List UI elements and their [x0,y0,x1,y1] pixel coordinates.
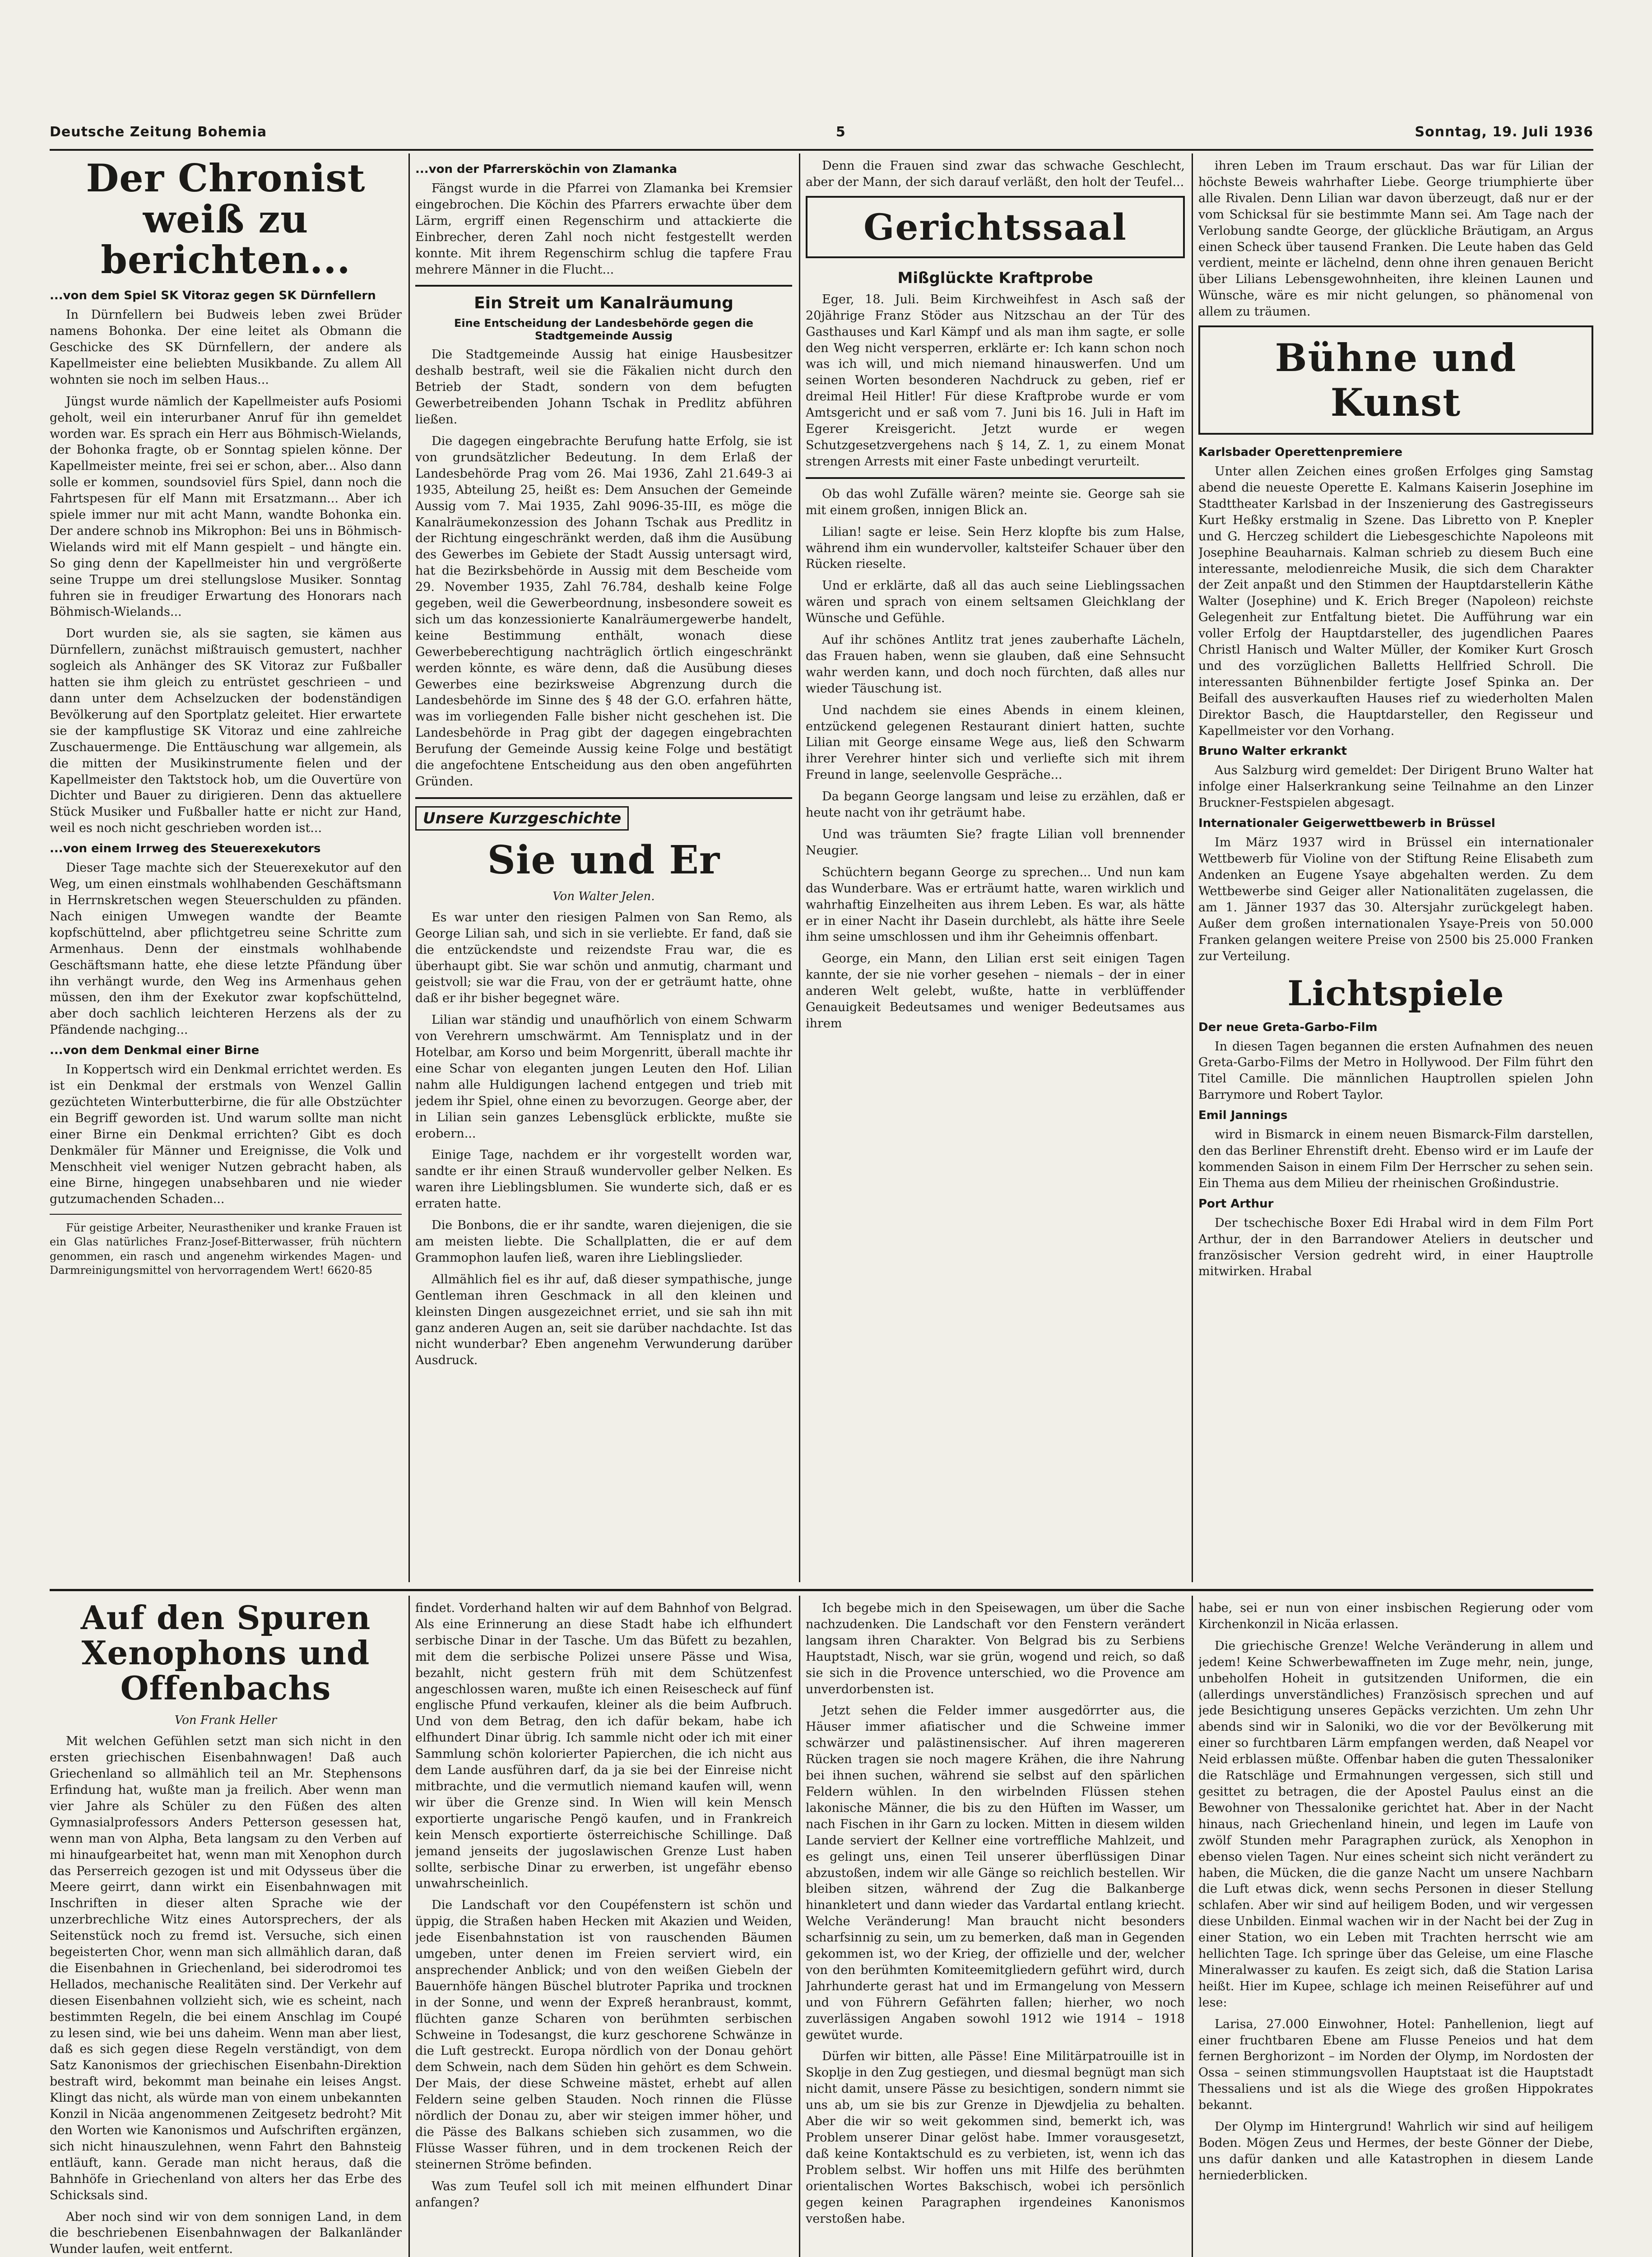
chronist-subhead: ...von dem Spiel SK Vitoraz gegen SK Dürnfellern [50,289,376,303]
paragraph: In Dürnfellern bei Budweis leben zwei Brüder namens Bohonka. Der eine leitet als Obmann die Geschicke des SK Dürnfellern, der andere als Kapellmeister eine beliebten Musikbande. Zu allem All wohnten sie noch im selben Haus... [50,308,402,387]
story-byline: Von Walter Jelen. [552,889,655,903]
paragraph: Und er erklärte, daß all das auch seine Lieblingssachen wären und sprach von einem seltsamen Gleichklang der Wünsche und Gefühle. [806,579,1185,626]
chronist-column [50,158,402,1580]
paragraph: Jetzt sehen die Felder immer ausgedörrter aus, die Häuser immer afiatischer und die Schweine immer schwärzer und palästinensischer. Auf ihren magereren Rücken tragen sie noch magere Krähen, die ihre Nahrung bei ihnen suchen, während sie selbst auf den spärlichen Feldern wühlen. In den wirbelnden Flüssen stehen lakonische Männer, die bis zu den Hüften im Wasser, um nach Fischen in ihr Garn zu locken. Mitten in diesem wilden Lande serviert der Kellner eine vortreffliche Mahlzeit, und es gelingt uns, einen Teil unserer überflüssigen Dinar abzustoßen, indem wir alle Gänge so reichlich bestellen. Wir bleiben sitzen, während der Zug die Balkanberge hinankletert und dann wieder das Vardartal entlang kriecht. Welche Veränderung! Man braucht nicht besonders scharfsinnig zu sein, um zu bemerken, daß man in Gegenden gekommen ist, wo der Krieg, der offizielle und der, welcher von den berühmten Komiteemitgliedern geführt wird, durch Jahrhunderte gerast hat und im Ermangelung von Messern und von Führern Gefährten fallen; hierher, wo noch zuverlässigen Angaben sowohl 1912 wie 1914 – 1918 gewütet wurde. [806,1704,1185,2042]
paragraph: Aber noch sind wir von dem sonnigen Land, in dem die beschriebenen Eisenbahnwagen der Balkanländer Wunder laufen, weit entfernt. [50,2210,402,2257]
xenophon-column-1 [50,1600,402,2257]
column-rule [799,153,800,1582]
kanal-headline: Ein Streit um Kanalräumung [474,294,733,313]
kanal-subhead: Eine Entscheidung der Landesbehörde gegen die Stadtgemeinde Aussig [454,317,753,343]
paragraph: In Koppertsch wird ein Denkmal errichtet werden. Es ist ein Denkmal der erstmals von Wenzel Gallin gezüchteten Winterbutterbirne, die für alle Obstzüchter ein Begriff geworden ist. Und warum sollte man nicht einer Birne ein Denkmal errichten? Gibt es doch Denkmäler für Männer und Ereignisse, die Volk und Menschheit viel weniger Nutzen gebracht haben, als eine Birne, hingegen unabsehbaren und nie wieder gutzumachenden Schaden... [50,1063,402,1207]
xenophon-title: Auf den Spuren Xenophons und Offenbachs [80,1600,371,1707]
issue-date: Sonntag, 19. Juli 1936 [1415,124,1593,140]
column-rule [408,153,410,1582]
section-rule [415,285,792,287]
buehne-subhead: Der neue Greta-Garbo-Film [1198,1020,1378,1034]
paragraph: Larisa, 27.000 Einwohner, Hotel: Panhellenion, liegt auf einer fruchtbaren Ebene am Flusse Peneios und hat dem fernen Berghorizont – im Norden der Olymp, im Nordosten der Ossa – seinen stimmungsvollen Hauptstaat ist die Hauptstadt Thessaliens und ist als die Wiege des großen Hippokrates bekannt. [1198,2017,1593,2113]
buehne-subhead: Bruno Walter erkrankt [1198,744,1347,758]
column-rule [408,1596,410,2257]
chronist-subhead: ...von dem Denkmal einer Birne [50,1044,260,1058]
divider [50,1214,402,1215]
paragraph: Dieser Tage machte sich der Steuerexekutor auf den Weg, um einen einstmals wohlhabenden Geschäftsmann in Herrnskretschen wegen Steuerschulden zu pfänden. Nach einigen Umwegen wandte der Beamte kopfschüttelnd, aber pflichtgetreu seine Schritte zum Armenhaus. Denn der einstmals wohlhabende Geschäftsmann hatte, ehe diese letzte Pfändung über ihn verhängt wurde, den Weg ins Armenhaus gehen müssen, den ihm der Exekutor zwar kopfschüttelnd, aber doch sachlich leichteren Herzens als der zu Pfändende nachging... [50,861,402,1037]
paragraph: Es war unter den riesigen Palmen von San Remo, als George Lilian sah, und sich in sie verliebte. Er fand, daß sie die entzückendste und reizendste Frau war, die es überhaupt gibt. Sie war schön und anmutig, charmant und geistvoll; sie war die Frau, von der er geträumt hatte, ohne daß er ihr bisher begegnet wäre. [415,910,792,1006]
column-rule [799,1596,800,2257]
paragraph: Ich begebe mich in den Speisewagen, um über die Sache nachzudenken. Die Landschaft vor den Fenstern verändert langsam ihren Charakter. Von Belgrad bis zu Serbiens Hauptstadt, Nisch, war sie grün, wogend und reich, so daß sie sich in die Provence unterschied, wo die Provence am unverdorbensten ist. [806,1601,1185,1696]
paragraph: Dort wurden sie, als sie sagten, sie kämen aus Dürnfellern, zunächst mißtrauisch gemustert, nachher sogleich als Anhänger des SK Vitoraz zur Fußballer hatten sie ihm gleich zu entrüstet geschrieen – und dann unter dem Achselzucken der bodenständigen Bevölkerung auf den Sportplatz geleitet. Hier erwartete sie der kampflustige SK Vitoraz und eine zahlreiche Zuschauermenge. Die Enttäuschung war allgemein, als die mitten der Musikinstrumente fielen und der Kapellmeister den Taktstock hob, um die Ouvertüre von Dichter und Bauer zu dirigieren. Denn das aktuellere Stück Musiker und Fußballer hatte er nicht zur Hand, weil es noch nicht geschrieben worden ist... [50,627,402,836]
buehne-subhead: Karlsbader Operettenpremiere [1198,446,1403,460]
paragraph: Auf ihr schönes Antlitz trat jenes zauberhafte Lächeln, das Frauen haben, wenn sie glauben, daß eine Sehnsucht wahr werden kann, und doch noch fürchten, daß alles nur wieder Täuschung ist. [806,633,1185,696]
column-two [415,158,792,1580]
film-title: Lichtspiele [1287,973,1504,1014]
buehne-subhead: Internationaler Geigerwettbewerb in Brüssel [1198,817,1495,831]
column-three [806,158,1185,1580]
paragraph: findet. Vorderhand halten wir auf dem Bahnhof von Belgrad. Als eine Erinnerung an diese Stadt habe ich elfhundert serbische Dinar in der Tasche. Um das Büfett zu bezahlen, mit dem die serbische Polizei unsere Pässe und Wisa, bezahlt, nicht gestern früh mit dem Schützenfest angeschlossen waren, mußte ich einen Reisescheck auf fünf englische Pfund verkaufen, kleiner als die beim Aufbruch. Und von dem Betrag, den ich dafür bekam, habe ich elfhundert Dinar übrig. Ich sammle nicht oder ich mit einer Sammlung schön kolorierter Papierchen, die ich nicht aus dem Lande ausführen darf, da ja sie bei der Einreise nicht mitbrachte, und die vermutlich niemand kaufen will, wenn wir über die Grenze sind. In Wien will kein Mensch exportierte ungarische Pengö kaufen, und in Frankreich kein Mensch exportierte österreichische Schillinge. Daß jemand jenseits der jugoslawischen Grenze Lust haben sollte, serbische Dinar zu erwerben, ist ungefähr ebenso unwahrscheinlich. [415,1601,792,1891]
paragraph: Eger, 18. Juli. Beim Kirchweihfest in Asch saß der 20jährige Franz Stöder aus Nitzschau an der Tür des Gasthauses und Karl Kämpf und als man ihm sagte, er solle den Weg nicht versperren, erklärte er: Ich kann schon noch was ich will, und mich niemand hinauswerfen. Und um seinen Worten besonderen Nachdruck zu geben, rief er dreimal Heil Hitler! Für diese Kraftprobe wurde er vom Amtsgericht und er saß vom 7. Juni bis 16. Juli in Haft im Egerer Kreisgericht. Jetzt wurde er wegen Schutzgesetzvergehens nach § 14, Z. 1, zu einem Monat strengen Arrests mit einer Faste unbedingt verurteilt. [806,292,1185,469]
paragraph: Mit welchen Gefühlen setzt man sich nicht in den ersten griechischen Eisenbahnwagen! Daß auch Griechenland so allmählich teil an Mr. Stephensons Erfindung hat, wußte man ja freilich. Aber wenn man vier Jahre als Schüler zu den Füßen des alten Gymnasialprofessors Anders Petterson gesessen hat, wenn man von Alpha, Beta langsam zu den Verben auf mi hinaufgearbeitet hat, wenn man mit Xenophon durch das Perserreich gezogen ist und mit Odysseus über die Meere geirrt, dann wirkt ein Eisenbahnwagen mit Inschriften in dieser alten Sprache wie der unzerbrechliche Witz eines Autorsprechers, der als Seitenstück noch zu fremd ist. Versuche, sich einen begeisterten Chor, wenn man sich allmählich daran, daß die Eisenbahnen in Griechenland, bei siderodromoi tes Hellados, mechanische Realitäten sind. Der Verkehr auf diesen Eisenbahnen vollzieht sich, wie es scheint, nach bestimmten Regeln, die bei einem Anschlag im Coupé zu lesen sind, wie bei uns daheim. Wenn man aber liest, daß es sich gegen diese Regeln verständigt, von dem Satz Kanonismos der griechischen Eisenbahn-Direktion bestraft wird, bekommt man beinahe ein leises Angst. Klingt das nicht, als würde man von einem unbekannten Konzil in Nicäa angenommenen Zeitgesetz bedroht? Mit den Worten wie Kanonismos und Aufschriften ergänzen, sich nicht hinauszulehnen, wenn Fahrt den Bahnsteig entläuft, kann. Gerade man nicht heraus, daß die Bahnhöfe in Griechenland von alters her das Erbe des Schicksals sind. [50,1734,402,2202]
xenophon-column-4 [1198,1600,1593,2257]
paragraph: Allmählich fiel es ihr auf, daß dieser sympathische, junge Gentleman ihren Geschmack in all den kleinen und kleinsten Dingen ausgezeichnet erriet, und sie sah ihn mit ganz anderen Augen an, seit sie darüber nachdachte. Ist das nicht wunderbar? Eben angenehm Verwunderung darüber Ausdruck. [415,1272,792,1368]
paragraph: Einige Tage, nachdem er ihr vorgestellt worden war, sandte er ihr einen Strauß wundervoller gelber Nelken. Es waren ihre Lieblingsblumen. Sie wunderte sich, daß er es erraten hatte. [415,1148,792,1211]
section-divider [50,1589,1593,1591]
paragraph: Der Olymp im Hintergrund! Wahrlich wir sind auf heiligem Boden. Mögen Zeus und Hermes, der beste Gönner der Diebe, uns dafür danken und alle Katastrophen in diesem Lande herniederblicken. [1198,2120,1593,2183]
paragraph: wird in Bismarck in einem neuen Bismarck-Film darstellen, den das Berliner Ehrenstift dreht. Ebenso wird er im Laufe der kommenden Saison in einem Film Der Herrscher zu sehen sein. Ein Thema aus dem Milieu der rheinischen Großindustrie. [1198,1128,1593,1190]
section-rule [806,477,1185,479]
paragraph: Dürfen wir bitten, alle Pässe! Eine Militärpatrouille ist in Skoplje in den Zug gestiegen, und diesmal begnügt man sich nicht damit, unsere Pässe zu besichtigen, sondern nimmt sie uns ab, um sie bis zur Grenze in Djewdjelia zu behalten. Aber die wir so weit gekommen sind, bemerkt ich, was Problem unserer Dinar gelöst habe. Immer vorausgesetzt, daß keine Kontaktschuld es zu verbieten, ist, wenn ich das Problem selbst. Wir hoffen uns mit Hilfe des berühmten orientalischen Wortes Bakschisch, wobei ich persönlich gegen keinen Paragraphen irgendeines Kanonismos verstoßen habe. [806,2049,1185,2226]
paragraph: Im März 1937 wird in Brüssel ein internationaler Wettbewerb für Violine von der Stiftung Reine Elisabeth zum Andenken an Eugene Ysaye abgehalten werden. Zu dem Wettbewerbe sind Geiger aller Nationalitäten zugelassen, die am 1. Jänner 1937 das 30. Altersjahr zurückgelegt haben. Außer dem großen internationalen Ysaye-Preis von 50.000 Franken gelangen weitere Preise von 2500 bis 25.000 Franken zur Verteilung. [1198,836,1593,963]
paragraph: Fängst wurde in die Pfarrei von Zlamanka bei Kremsier eingebrochen. Die Köchin des Pfarrers erwachte über dem Lärm, ergriff einen Regenschirm und attackierte die Einbrecher, deren Zahl noch nicht festgestellt werden konnte. Mit ihrem Regenschirm schlug die tapfere Frau mehrere Männer in die Flucht... [415,181,792,277]
paragraph: Unter allen Zeichen eines großen Erfolges ging Samstag abend die neueste Operette E. Kalmans Kaiserin Josephine im Stadttheater Karlsbad in der Inszenierung des Gastregisseurs Kurt Heßky erstmalig in Szene. Das Libretto von P. Knepler und G. Herczeg schildert die Liebesgeschichte Napoleons mit Josephine Beauharnais. Kalman schrieb zu diesem Buch eine interessante, melodienreiche Musik, die sich dem Charakter der Zeit anpaßt und den Stimmen der Hauptdarstellerin Käthe Walter (Josephine) und K. Erich Breger (Napoleon) reichste Gelegenheit zur Entfaltung bietet. Die Aufführung war ein voller Erfolg der Hauptdarsteller, des jugendlichen Paares Christl Hanisch und Walter Müller, der Komiker Kurt Grosch und des vorzüglichen Balletts Hellfried Schroll. Die interessanten Bühnenbilder fertigte Josef Spinka an. Der Beifall des ausverkauften Hauses rief zu wiederholten Malen Direktor Basch, die Hauptdarsteller, den Regisseur und Kapellmeister vor den Vorhang. [1198,464,1593,738]
story-kicker: Unsere Kurzgeschichte [415,806,629,831]
paragraph: Denn die Frauen sind zwar das schwache Geschlecht, aber der Mann, der sich darauf verläßt, den holt der Teufel... [806,159,1185,189]
paragraph: habe, sei er nun von einer insbischen Regierung oder vom Kirchenkonzil in Nicäa erlassen. [1198,1601,1593,1631]
masthead-left: Deutsche Zeitung Bohemia [50,124,267,140]
column-rule [1192,1596,1193,2257]
paragraph: Lilian war ständig und unaufhörlich von einem Schwarm von Verehrern umschwärmt. Am Tennisplatz und in der Hotelbar, am Korso und beim Morgenritt, überall machte ihr eine Schar von eleganten jungen Leuten den Hof. Lilian nahm alle Huldigungen lachend entgegen und trieb mit jedem ihr Spiel, ohne einen zu bevorzugen. George aber, der in Lilian sein ganzes Lebensglück erblickte, mußte sie erobern... [415,1013,792,1141]
column-rule [1192,153,1193,1582]
buehne-subhead: Port Arthur [1198,1197,1274,1211]
paragraph: Und was träumten Sie? fragte Lilian voll brennender Neugier. [806,827,1185,858]
paragraph: Schüchtern begann George zu sprechen... Und nun kam das Wunderbare. Was er erträumt hatte, waren wirklich und wahrhaftig Einzelheiten aus ihrem Leben. Es war, als hätte er in einer Nacht ihr Dasein durchlebt, als hätte ihre Seele ihm seine umschlossen und ihm ihr Geheimnis offenbart. [806,865,1185,944]
paragraph: Aus Salzburg wird gemeldet: Der Dirigent Bruno Walter hat infolge einer Halserkrankung seine Teilnahme an den Linzer Bruckner-Festspielen abgesagt. [1198,763,1593,810]
chronist-subhead: ...von der Pfarrersköchin von Zlamanka [415,163,678,176]
paragraph: Was zum Teufel soll ich mit meinen elfhundert Dinar anfangen? [415,2179,792,2210]
paragraph: Die dagegen eingebrachte Berufung hatte Erfolg, sie ist von grundsätzlicher Bedeutung. In dem Erlaß der Landesbehörde Prag vom 26. Mai 1936, Zahl 21.649-3 ai 1935, Abteilung 25, heißt es: Dem Ansuchen der Gemeinde Aussig vom 7. Mai 1935, Zahl 9096-35-III, es möge die Kanalräumekonzession des Johann Tschak aus Predlitz in der Richtung eingeschränkt werden, daß ihm die Ausübung des Gewerbes im Gebiete der Stadt Aussig untersagt wird, hat die Bezirksbehörde in Aussig mit dem Bescheide vom 29. November 1935, Zahl 76.784, deshalb keine Folge gegeben, weil die Gewerbeordnung, insbesondere soweit es sich um das konzessionierte Kanalräumergewerbe handelt, keine Bestimmung enthält, wonach diese Gewerbeberechtigung nachträglich örtlich eingeschränkt werden könnte, es wäre denn, daß die Ausübung dieses Gewerbes eine bezirksweise Abgrenzung durch die Landesbehörde im Sinne des § 48 der G.O. erfahren hätte, was im vorliegenden Falle bisher nicht geschehen ist. Die Landesbehörde in Prag gibt der dagegen eingebrachten Berufung der Gemeinde Aussig keine Folge und bestätigt die angefochtene Entscheidung aus den oben angeführten Gründen. [415,434,792,789]
paragraph: Lilian! sagte er leise. Sein Herz klopfte bis zum Halse, während ihm ein wundervoller, kaltsteifer Schauer über den Rücken rieselte. [806,525,1185,571]
paragraph: Die griechische Grenze! Welche Veränderung in allem und jedem! Keine Schwerbewaffneten im Zuge mehr, nein, junge, unbeholfen Hoheit in gutsitzenden Uniformen, die ein (allerdings unverständliches) Französisch sprechen und auf jede Besichtigung unseres Gepäcks verzichten. Um zehn Uhr abends sind wir in Saloniki, wo die vor der Bevölkerung mit einer so furchtbaren Lärm empfangen werden, daß Neapel vor Neid erblassen müßte. Offenbar haben die guten Thessaloniker die Ratschläge und Ermahnungen vergessen, sich still und gesittet zu betragen, die der Apostel Paulus einst an die Bewohner von Thessalonike gerichtet hat. Aber in der Nacht hinaus, nach Griechenland hinein, und legen im Laufe von zwölf Stunden mehr Paragraphen zurück, als Xenophon in ebenso vielen Tagen. Nur eines scheint sich nicht verändert zu haben, die Mücken, die die ganze Nacht um unsere Nachbarn die Luft etwas dick, wenn sechs Personen in dieser Stellung schlafen. Aber wir sind auf heiligem Boden, und wir vergessen diese Unbilden. Einmal wachen wir in der Nacht bei der Zug in einer Station, wo ein Leben mit Trachten herrscht wie am hellichten Tage. Ich springe über das Geleise, um eine Flasche Mineralwasser zu kaufen. Es zeigt sich, daß die Station Larisa heißt. Hier im Kupee, schlage ich meinen Reiseführer auf und lese: [1198,1639,1593,2010]
paragraph: Und nachdem sie eines Abends in einem kleinen, entzückend gelegenen Restaurant diniert hatten, suchte Lilian mit George einsame Wege aus, ließ den Schwarm ihrer Verehrer hinter sich und verliefte sich mit ihrem Freund in lange, seelenvolle Gespräche... [806,703,1185,782]
paragraph: Die Landschaft vor den Coupéfenstern ist schön und üppig, die Straßen haben Hecken mit Akazien und Weiden, jede Eisenbahnstation ist von rauschenden Bäumen umgeben, unter denen im Freien serviert wird, ein ansprechender Anblick; und von den weißen Giebeln der Bauernhöfe hängen Büschel blutroter Paprika und trocknen in der Sonne, und wenn der Expreß heranbraust, kommt, flüchten ganze Scharen von berühmten serbischen Schweine in Todesangst, die kurz geschorene Schwänze in die Luft gestreckt. Europa nördlich von der Donau gehört dem Schwein, nach dem Süden hin gehört es dem Schwein. Der Mais, der diese Schweine mästet, erhebt auf allen Feldern seine gelben Stauden. Noch rinnen die Flüsse nördlich der Donau zu, aber wir steigen immer höher, und die Pässe des Balkans schieben sich zusammen, wo die Flüsse Wasser führen, und in dem trockenen Reich der steinernen Ströme befinden. [415,1898,792,2172]
page-number: 5 [835,124,846,140]
paragraph: ihren Leben im Traum erschaut. Das war für Lilian der höchste Beweis wahrhafter Liebe. George triumphierte über alle Rivalen. Denn Lilian war davon überzeugt, daß nur er der vom Schicksal für sie bestimmte Mann sei. Am Tage nach der Verlobung sandte George, der glückliche Bräutigam, an Argus einen Scheck über tausend Franken. Die Leute haben das Geld verdient, meinte er lächelnd, denn ohne ihren genauen Bericht über Lilians Lebensgewohnheiten, ihre kleinen Launen und Wünsche, wäre es mir nicht gelungen, so phänomenal von allem zu träumen. [1198,159,1593,319]
paragraph: In diesen Tagen begannen die ersten Aufnahmen des neuen Greta-Garbo-Films der Metro in Hollywood. Der Film führt den Titel Camille. Die männlichen Hauptrollen spielen John Barrymore und Robert Taylor. [1198,1039,1593,1102]
xenophon-column-2 [415,1600,792,2257]
xenophon-byline: Von Frank Heller [174,1714,277,1728]
page-header [50,118,1593,145]
paragraph: Die Bonbons, die er ihr sandte, waren diejenigen, die sie am meisten liebte. Die Schallplatten, die er auf dem Grammophon laufen ließ, waren ihre Lieblingslieder. [415,1218,792,1265]
buehne-subhead: Emil Jannings [1198,1109,1288,1123]
xenophon-column-3 [806,1600,1185,2257]
section-rule [415,797,792,799]
paragraph: Jüngst wurde nämlich der Kapellmeister aufs Posiomi geholt, weil ein interurbaner Anruf für ihn gemeldet worden war. Es sprach ein Herr aus Böhmisch-Wielands, der Bohonka fragte, ob er Sonntag spielen könne. Der Kapellmeister meinte, frei sei er schon, aber... Also dann solle er kommen, soundsoviel fürs Spiel, dann noch die Fahrtspesen für elf Mann mit Ersatzmann... Aber ich spiele immer nur mit acht Mann, wandte Bohonka ein. Der andere schnob ins Mikrophon: Bei uns in Böhmisch-Wielands wird mit elf Mann gespielt – und hängte ein. So ging denn der Kapellmeister hin und vergrößerte seine Truppe um drei stellungslose Musiker. Sonntag fuhren sie in freudiger Erwartung des Honorars nach Böhmisch-Wielands... [50,394,402,619]
chronist-subhead: ...von einem Irrweg des Steuerexekutors [50,842,321,856]
paragraph: Der tschechische Boxer Edi Hrabal wird in dem Film Port Arthur, der in den Barrandower Ateliers in deutscher und französischer Version gedreht wird, in einer Hauptrolle mitwirken. Hrabal [1198,1216,1593,1279]
paragraph: Da begann George langsam und leise zu erzählen, daß er heute nacht von ihr geträumt habe. [806,789,1185,820]
advertisement: Für geistige Arbeiter, Neurastheniker und kranke Frauen ist ein Glas natürliches Franz-Josef-Bitterwasser, früh nüchtern genommen, ein rasch und angenehm wirkendes Magen- und Darmreinigungsmittel von hervorragendem Wert! 6620-85 [50,1221,402,1277]
gerichtssaal-title: Gerichtssaal [806,196,1185,258]
gericht-subhead: Mißglückte Kraftprobe [897,269,1093,287]
paragraph: Die Stadtgemeinde Aussig hat einige Hausbesitzer deshalb bestraft, weil sie die Fäkalien nicht durch den Betrieb der Stadt, sondern von dem befugten Gewerbetreibenden Johann Tschak in Predlitz abführen ließen. [415,348,792,427]
chronist-title: Der Chronist weiß zu berichten... [86,158,366,283]
buehne-title: Bühne und Kunst [1198,325,1593,435]
paragraph: Ob das wohl Zufälle wären? meinte sie. George sah sie mit einem großen, innigen Blick an. [806,487,1185,517]
paragraph: George, ein Mann, den Lilian erst seit einigen Tagen kannte, der sie nie vorher gesehen – niemals – der in einer anderen Welt gelebt, wußte, hatte in verblüffender Genauigkeit Bedeutsames und weniger Bedeutsames aus ihrem [806,952,1185,1031]
header-rule [50,149,1593,151]
column-four [1198,158,1593,1580]
story-title: Sie und Er [487,837,720,883]
